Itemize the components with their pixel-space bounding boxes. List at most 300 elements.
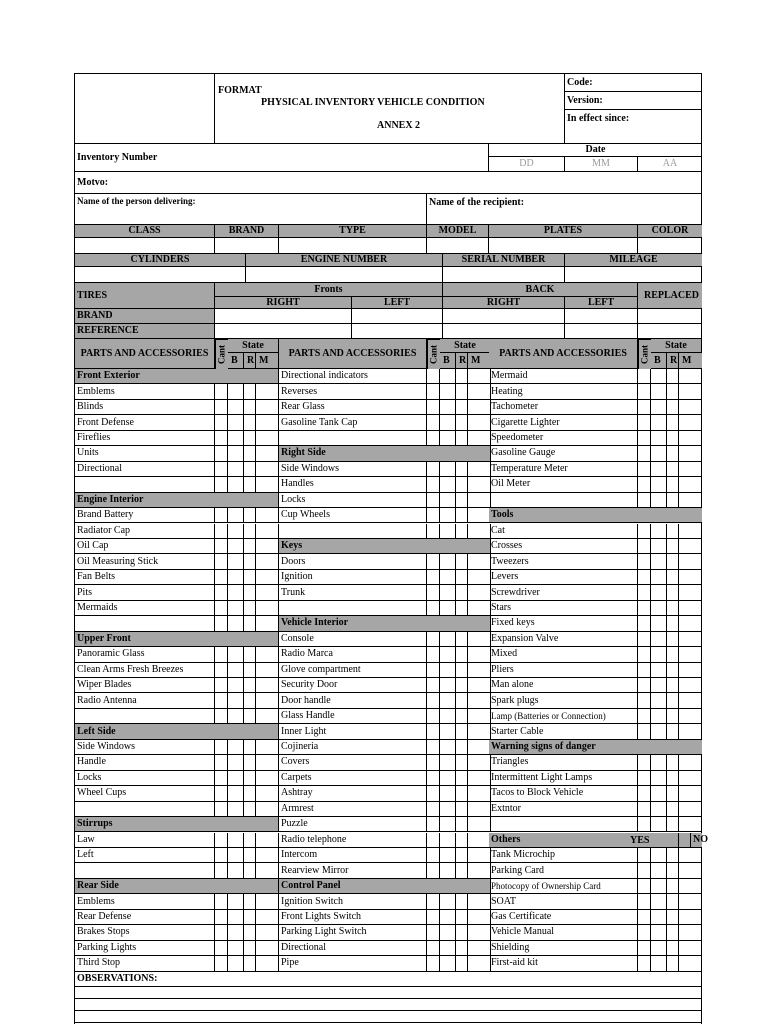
delivering-field[interactable]: Name of the person delivering: xyxy=(75,194,427,225)
cant-cell[interactable] xyxy=(215,462,228,477)
state-b-cell[interactable] xyxy=(228,910,244,925)
state-r-cell[interactable] xyxy=(667,802,679,817)
cant-cell[interactable] xyxy=(427,894,440,909)
state-m-cell[interactable] xyxy=(679,771,702,786)
state-r-cell[interactable] xyxy=(244,524,256,539)
state-m-cell[interactable] xyxy=(679,724,702,739)
state-b-cell[interactable] xyxy=(440,833,456,848)
state-b-cell[interactable] xyxy=(440,956,456,971)
cant-cell[interactable] xyxy=(638,446,651,461)
vehicle-serial-number-value[interactable] xyxy=(443,267,565,283)
tires-reference-cell[interactable] xyxy=(443,324,565,339)
state-r-cell[interactable] xyxy=(456,833,468,848)
state-b-cell[interactable] xyxy=(440,477,456,492)
state-m-cell[interactable] xyxy=(256,431,279,446)
cant-cell[interactable] xyxy=(638,616,651,631)
state-b-cell[interactable] xyxy=(651,539,667,554)
state-m-cell[interactable] xyxy=(468,415,491,430)
state-r-cell[interactable] xyxy=(244,956,256,971)
state-b-cell[interactable] xyxy=(228,833,244,848)
state-r-cell[interactable] xyxy=(667,477,679,492)
state-b-cell[interactable] xyxy=(228,477,244,492)
cant-cell[interactable] xyxy=(215,554,228,569)
state-b-cell[interactable] xyxy=(440,786,456,801)
state-b-cell[interactable] xyxy=(651,910,667,925)
state-r-cell[interactable] xyxy=(244,925,256,940)
cant-cell[interactable] xyxy=(215,910,228,925)
state-r-cell[interactable] xyxy=(667,632,679,647)
state-b-cell[interactable] xyxy=(651,817,667,832)
state-b-cell[interactable] xyxy=(228,755,244,770)
state-r-cell[interactable] xyxy=(456,848,468,863)
cant-cell[interactable] xyxy=(215,524,228,539)
state-b-cell[interactable] xyxy=(440,693,456,708)
state-r-cell[interactable] xyxy=(456,709,468,724)
state-b-cell[interactable] xyxy=(651,647,667,662)
state-m-cell[interactable] xyxy=(468,431,491,446)
state-m-cell[interactable] xyxy=(468,755,491,770)
state-m-cell[interactable] xyxy=(256,894,279,909)
state-r-cell[interactable] xyxy=(667,956,679,971)
cant-cell[interactable] xyxy=(427,771,440,786)
state-r-cell[interactable] xyxy=(667,941,679,956)
cant-cell[interactable] xyxy=(638,941,651,956)
state-m-cell[interactable] xyxy=(468,925,491,940)
state-r-cell[interactable] xyxy=(667,369,679,384)
state-b-cell[interactable] xyxy=(228,601,244,616)
state-b-cell[interactable] xyxy=(651,400,667,415)
state-b-cell[interactable] xyxy=(228,524,244,539)
state-m-cell[interactable] xyxy=(679,663,702,678)
state-m-cell[interactable] xyxy=(679,415,702,430)
state-b-cell[interactable] xyxy=(228,554,244,569)
state-b-cell[interactable] xyxy=(651,632,667,647)
cant-cell[interactable] xyxy=(427,431,440,446)
vehicle-model-value[interactable] xyxy=(427,238,489,254)
tires-reference-cell[interactable] xyxy=(565,324,638,339)
vehicle-class-value[interactable] xyxy=(75,238,215,254)
vehicle-color-value[interactable] xyxy=(638,238,702,254)
state-m-cell[interactable] xyxy=(468,678,491,693)
state-b-cell[interactable] xyxy=(228,508,244,523)
cant-cell[interactable] xyxy=(427,925,440,940)
state-m-cell[interactable] xyxy=(256,693,279,708)
state-b-cell[interactable] xyxy=(440,384,456,399)
state-m-cell[interactable] xyxy=(679,616,702,631)
state-r-cell[interactable] xyxy=(456,524,468,539)
cant-cell[interactable] xyxy=(215,894,228,909)
state-r-cell[interactable] xyxy=(456,585,468,600)
state-r-cell[interactable] xyxy=(667,431,679,446)
cant-cell[interactable] xyxy=(638,632,651,647)
state-b-cell[interactable] xyxy=(440,431,456,446)
vehicle-mileage-value[interactable] xyxy=(565,267,702,283)
state-b-cell[interactable] xyxy=(651,477,667,492)
state-m-cell[interactable] xyxy=(468,384,491,399)
state-m-cell[interactable] xyxy=(256,802,279,817)
state-m-cell[interactable] xyxy=(256,771,279,786)
cant-cell[interactable] xyxy=(427,415,440,430)
cant-cell[interactable] xyxy=(427,817,440,832)
motvo-field[interactable]: Motvo: xyxy=(75,172,702,194)
state-r-cell[interactable] xyxy=(456,956,468,971)
state-b-cell[interactable] xyxy=(440,632,456,647)
state-r-cell[interactable] xyxy=(244,601,256,616)
state-b-cell[interactable] xyxy=(440,817,456,832)
state-m-cell[interactable] xyxy=(468,400,491,415)
state-b-cell[interactable] xyxy=(440,601,456,616)
state-r-cell[interactable] xyxy=(667,786,679,801)
state-r-cell[interactable] xyxy=(667,554,679,569)
state-r-cell[interactable] xyxy=(667,384,679,399)
state-r-cell[interactable] xyxy=(667,462,679,477)
cant-cell[interactable] xyxy=(638,848,651,863)
cant-cell[interactable] xyxy=(215,384,228,399)
state-r-cell[interactable] xyxy=(456,369,468,384)
state-m-cell[interactable] xyxy=(468,693,491,708)
state-b-cell[interactable] xyxy=(651,663,667,678)
state-b-cell[interactable] xyxy=(651,724,667,739)
cant-cell[interactable] xyxy=(427,384,440,399)
cant-cell[interactable] xyxy=(215,740,228,755)
state-r-cell[interactable] xyxy=(456,400,468,415)
state-r-cell[interactable] xyxy=(667,493,679,508)
cant-cell[interactable] xyxy=(427,663,440,678)
state-m-cell[interactable] xyxy=(256,539,279,554)
state-m-cell[interactable] xyxy=(679,956,702,971)
cant-cell[interactable] xyxy=(427,863,440,878)
state-b-cell[interactable] xyxy=(651,524,667,539)
state-b-cell[interactable] xyxy=(228,786,244,801)
state-r-cell[interactable] xyxy=(667,848,679,863)
state-m-cell[interactable] xyxy=(468,647,491,662)
state-m-cell[interactable] xyxy=(679,431,702,446)
state-m-cell[interactable] xyxy=(468,894,491,909)
state-r-cell[interactable] xyxy=(244,709,256,724)
state-r-cell[interactable] xyxy=(244,802,256,817)
state-r-cell[interactable] xyxy=(667,539,679,554)
cant-cell[interactable] xyxy=(427,833,440,848)
state-m-cell[interactable] xyxy=(256,554,279,569)
tires-brand-cell[interactable] xyxy=(215,309,352,324)
state-m-cell[interactable] xyxy=(468,477,491,492)
cant-cell[interactable] xyxy=(427,802,440,817)
cant-cell[interactable] xyxy=(427,400,440,415)
cant-cell[interactable] xyxy=(215,477,228,492)
cant-cell[interactable] xyxy=(638,493,651,508)
state-r-cell[interactable] xyxy=(667,601,679,616)
cant-cell[interactable] xyxy=(215,863,228,878)
state-b-cell[interactable] xyxy=(440,709,456,724)
state-m-cell[interactable] xyxy=(679,601,702,616)
state-b-cell[interactable] xyxy=(228,384,244,399)
cant-cell[interactable] xyxy=(638,601,651,616)
cant-cell[interactable] xyxy=(638,477,651,492)
state-b-cell[interactable] xyxy=(440,647,456,662)
state-b-cell[interactable] xyxy=(440,663,456,678)
state-b-cell[interactable] xyxy=(651,554,667,569)
tires-brand-cell[interactable] xyxy=(565,309,638,324)
state-m-cell[interactable] xyxy=(256,585,279,600)
state-m-cell[interactable] xyxy=(679,863,702,878)
cant-cell[interactable] xyxy=(638,678,651,693)
state-r-cell[interactable] xyxy=(456,601,468,616)
state-b-cell[interactable] xyxy=(228,894,244,909)
state-r-cell[interactable] xyxy=(456,678,468,693)
state-m-cell[interactable] xyxy=(468,724,491,739)
cant-cell[interactable] xyxy=(638,817,651,832)
state-m-cell[interactable] xyxy=(679,632,702,647)
state-b-cell[interactable] xyxy=(440,570,456,585)
state-b-cell[interactable] xyxy=(440,755,456,770)
cant-cell[interactable] xyxy=(427,508,440,523)
date-mm[interactable]: MM xyxy=(565,157,638,172)
state-b-cell[interactable] xyxy=(440,802,456,817)
state-b-cell[interactable] xyxy=(651,415,667,430)
state-b-cell[interactable] xyxy=(651,678,667,693)
cant-cell[interactable] xyxy=(638,771,651,786)
state-r-cell[interactable] xyxy=(456,863,468,878)
cant-cell[interactable] xyxy=(638,539,651,554)
state-r-cell[interactable] xyxy=(244,431,256,446)
cant-cell[interactable] xyxy=(427,554,440,569)
state-r-cell[interactable] xyxy=(244,585,256,600)
state-m-cell[interactable] xyxy=(256,446,279,461)
cant-cell[interactable] xyxy=(215,771,228,786)
cant-cell[interactable] xyxy=(215,956,228,971)
cant-cell[interactable] xyxy=(638,462,651,477)
state-r-cell[interactable] xyxy=(667,663,679,678)
state-m-cell[interactable] xyxy=(679,554,702,569)
state-r-cell[interactable] xyxy=(456,632,468,647)
state-m-cell[interactable] xyxy=(256,601,279,616)
cant-cell[interactable] xyxy=(215,802,228,817)
state-b-cell[interactable] xyxy=(651,585,667,600)
state-b-cell[interactable] xyxy=(228,709,244,724)
state-r-cell[interactable] xyxy=(667,724,679,739)
state-b-cell[interactable] xyxy=(228,740,244,755)
cant-cell[interactable] xyxy=(638,925,651,940)
state-m-cell[interactable] xyxy=(679,894,702,909)
state-m-cell[interactable] xyxy=(468,817,491,832)
state-m-cell[interactable] xyxy=(256,709,279,724)
state-m-cell[interactable] xyxy=(256,462,279,477)
state-r-cell[interactable] xyxy=(456,925,468,940)
cant-cell[interactable] xyxy=(638,724,651,739)
state-r-cell[interactable] xyxy=(456,415,468,430)
state-r-cell[interactable] xyxy=(244,786,256,801)
vehicle-type-value[interactable] xyxy=(279,238,427,254)
state-r-cell[interactable] xyxy=(667,693,679,708)
state-r-cell[interactable] xyxy=(456,771,468,786)
state-b-cell[interactable] xyxy=(228,400,244,415)
state-m-cell[interactable] xyxy=(256,524,279,539)
state-m-cell[interactable] xyxy=(679,570,702,585)
state-b-cell[interactable] xyxy=(440,724,456,739)
cant-cell[interactable] xyxy=(638,786,651,801)
state-r-cell[interactable] xyxy=(667,415,679,430)
observations-line[interactable] xyxy=(75,987,702,999)
state-r-cell[interactable] xyxy=(667,570,679,585)
state-r-cell[interactable] xyxy=(667,771,679,786)
state-b-cell[interactable] xyxy=(440,863,456,878)
cant-cell[interactable] xyxy=(638,415,651,430)
cant-cell[interactable] xyxy=(427,632,440,647)
state-b-cell[interactable] xyxy=(228,956,244,971)
state-b-cell[interactable] xyxy=(228,802,244,817)
state-r-cell[interactable] xyxy=(456,910,468,925)
state-b-cell[interactable] xyxy=(651,755,667,770)
date-dd[interactable]: DD xyxy=(489,157,565,172)
state-m-cell[interactable] xyxy=(468,570,491,585)
state-m-cell[interactable] xyxy=(256,400,279,415)
state-b-cell[interactable] xyxy=(228,539,244,554)
cant-cell[interactable] xyxy=(215,709,228,724)
cant-cell[interactable] xyxy=(215,616,228,631)
state-m-cell[interactable] xyxy=(256,415,279,430)
state-m-cell[interactable] xyxy=(256,477,279,492)
state-m-cell[interactable] xyxy=(679,446,702,461)
state-m-cell[interactable] xyxy=(256,925,279,940)
cant-cell[interactable] xyxy=(215,786,228,801)
state-r-cell[interactable] xyxy=(667,585,679,600)
state-b-cell[interactable] xyxy=(228,678,244,693)
state-b-cell[interactable] xyxy=(440,508,456,523)
state-b-cell[interactable] xyxy=(440,678,456,693)
state-r-cell[interactable] xyxy=(244,400,256,415)
cant-cell[interactable] xyxy=(215,833,228,848)
state-m-cell[interactable] xyxy=(468,524,491,539)
state-b-cell[interactable] xyxy=(440,740,456,755)
state-b-cell[interactable] xyxy=(228,585,244,600)
state-r-cell[interactable] xyxy=(456,431,468,446)
state-m-cell[interactable] xyxy=(468,632,491,647)
state-m-cell[interactable] xyxy=(256,384,279,399)
state-b-cell[interactable] xyxy=(651,493,667,508)
vehicle-engine-number-value[interactable] xyxy=(246,267,443,283)
cant-cell[interactable] xyxy=(215,647,228,662)
state-b-cell[interactable] xyxy=(651,693,667,708)
cant-cell[interactable] xyxy=(638,910,651,925)
state-r-cell[interactable] xyxy=(667,817,679,832)
state-r-cell[interactable] xyxy=(244,863,256,878)
cant-cell[interactable] xyxy=(638,554,651,569)
state-m-cell[interactable] xyxy=(679,647,702,662)
state-m-cell[interactable] xyxy=(468,910,491,925)
state-r-cell[interactable] xyxy=(244,415,256,430)
state-r-cell[interactable] xyxy=(456,941,468,956)
cant-cell[interactable] xyxy=(638,400,651,415)
state-b-cell[interactable] xyxy=(440,554,456,569)
state-b-cell[interactable] xyxy=(228,848,244,863)
cant-cell[interactable] xyxy=(638,369,651,384)
cant-cell[interactable] xyxy=(427,941,440,956)
cant-cell[interactable] xyxy=(427,369,440,384)
cant-cell[interactable] xyxy=(638,647,651,662)
cant-cell[interactable] xyxy=(427,693,440,708)
cant-cell[interactable] xyxy=(215,601,228,616)
state-r-cell[interactable] xyxy=(667,894,679,909)
state-b-cell[interactable] xyxy=(651,431,667,446)
cant-cell[interactable] xyxy=(638,570,651,585)
state-m-cell[interactable] xyxy=(256,941,279,956)
state-b-cell[interactable] xyxy=(440,585,456,600)
cant-cell[interactable] xyxy=(427,786,440,801)
state-m-cell[interactable] xyxy=(256,848,279,863)
state-b-cell[interactable] xyxy=(651,956,667,971)
state-r-cell[interactable] xyxy=(456,740,468,755)
state-b-cell[interactable] xyxy=(651,863,667,878)
cant-cell[interactable] xyxy=(427,601,440,616)
cant-cell[interactable] xyxy=(215,663,228,678)
state-b-cell[interactable] xyxy=(651,369,667,384)
state-m-cell[interactable] xyxy=(679,539,702,554)
state-b-cell[interactable] xyxy=(228,925,244,940)
state-m-cell[interactable] xyxy=(679,678,702,693)
state-b-cell[interactable] xyxy=(228,446,244,461)
state-m-cell[interactable] xyxy=(256,508,279,523)
state-b-cell[interactable] xyxy=(228,663,244,678)
cant-cell[interactable] xyxy=(427,740,440,755)
state-m-cell[interactable] xyxy=(679,384,702,399)
state-m-cell[interactable] xyxy=(256,910,279,925)
state-r-cell[interactable] xyxy=(244,740,256,755)
state-r-cell[interactable] xyxy=(244,848,256,863)
state-m-cell[interactable] xyxy=(256,647,279,662)
cant-cell[interactable] xyxy=(427,477,440,492)
cant-cell[interactable] xyxy=(638,956,651,971)
state-b-cell[interactable] xyxy=(651,894,667,909)
cant-cell[interactable] xyxy=(638,524,651,539)
state-m-cell[interactable] xyxy=(679,462,702,477)
state-m-cell[interactable] xyxy=(679,879,702,894)
state-m-cell[interactable] xyxy=(468,863,491,878)
tires-reference-cell[interactable] xyxy=(215,324,352,339)
state-r-cell[interactable] xyxy=(244,647,256,662)
state-m-cell[interactable] xyxy=(679,693,702,708)
state-r-cell[interactable] xyxy=(244,941,256,956)
state-r-cell[interactable] xyxy=(667,524,679,539)
cant-cell[interactable] xyxy=(215,755,228,770)
state-m-cell[interactable] xyxy=(256,570,279,585)
state-m-cell[interactable] xyxy=(679,493,702,508)
state-m-cell[interactable] xyxy=(256,863,279,878)
state-m-cell[interactable] xyxy=(468,462,491,477)
state-m-cell[interactable] xyxy=(679,910,702,925)
state-m-cell[interactable] xyxy=(679,941,702,956)
state-b-cell[interactable] xyxy=(440,400,456,415)
state-r-cell[interactable] xyxy=(244,894,256,909)
state-m-cell[interactable] xyxy=(468,740,491,755)
state-b-cell[interactable] xyxy=(228,647,244,662)
cant-cell[interactable] xyxy=(215,415,228,430)
state-m-cell[interactable] xyxy=(468,833,491,848)
state-r-cell[interactable] xyxy=(456,570,468,585)
state-r-cell[interactable] xyxy=(456,554,468,569)
state-b-cell[interactable] xyxy=(440,925,456,940)
cant-cell[interactable] xyxy=(638,802,651,817)
cant-cell[interactable] xyxy=(427,755,440,770)
state-b-cell[interactable] xyxy=(228,771,244,786)
state-r-cell[interactable] xyxy=(456,894,468,909)
state-b-cell[interactable] xyxy=(651,941,667,956)
cant-cell[interactable] xyxy=(638,585,651,600)
state-r-cell[interactable] xyxy=(456,786,468,801)
state-b-cell[interactable] xyxy=(651,446,667,461)
vehicle-plates-value[interactable] xyxy=(489,238,638,254)
state-r-cell[interactable] xyxy=(456,477,468,492)
state-r-cell[interactable] xyxy=(244,910,256,925)
